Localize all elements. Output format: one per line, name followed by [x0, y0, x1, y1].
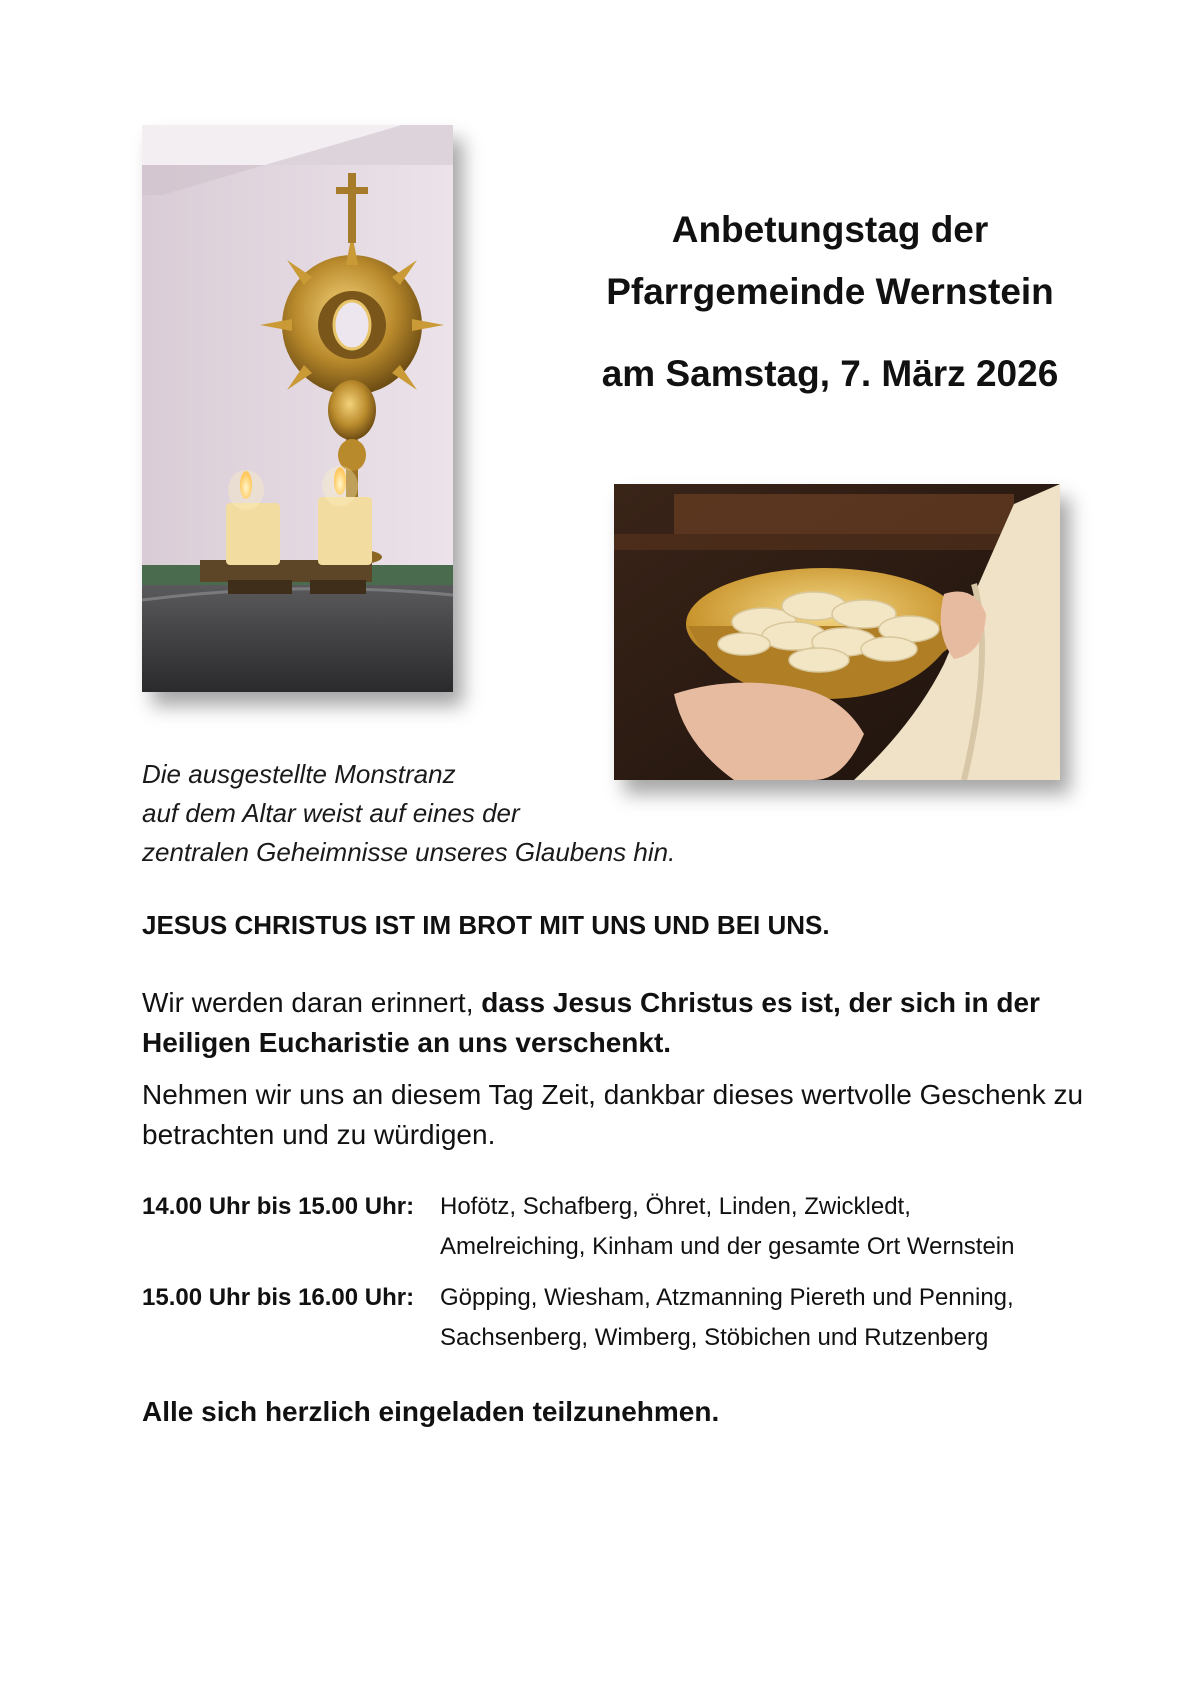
page-title-line-1: Anbetungstag der — [671, 209, 989, 250]
schedule-time-1: 14.00 Uhr bis 15.00 Uhr: — [142, 1193, 415, 1220]
schedule-places-2-line-1: Göpping, Wiesham, Atzmanning Piereth und Penning, — [440, 1284, 1014, 1311]
paragraph-reminder-bold: dass Jesus Christus es ist, der sich in der Heiligen Eucharistie an uns verschenkt. — [142, 987, 1040, 1058]
caption-line-1: Die ausgestellte Monstranz — [142, 759, 456, 789]
headline: JESUS CHRISTUS IST IM BROT MIT UNS UND BEI UNS. — [142, 910, 830, 940]
schedule-places-1-line-2: Amelreiching, Kinham und der gesamte Ort Wernstein — [440, 1233, 1015, 1260]
caption-line-2: auf dem Altar weist auf eines der — [142, 798, 520, 828]
closing-invitation: Alle sich herzlich eingeladen teilzunehmen. — [142, 1396, 720, 1427]
paragraph-reminder-normal: Wir werden daran erinnert, — [142, 987, 482, 1018]
caption-line-3: zentralen Geheimnisse unseres Glaubens hin. — [142, 837, 676, 867]
schedule-places-2-line-2: Sachsenberg, Wimberg, Stöbichen und Rutzenberg — [440, 1324, 989, 1351]
hosts-bowl-photo — [614, 484, 1060, 780]
monstrance-photo — [142, 125, 453, 692]
schedule-places-1-line-1: Hofötz, Schafberg, Öhret, Linden, Zwickledt, — [440, 1193, 911, 1220]
paragraph-invitation: Nehmen wir uns an diesem Tag Zeit, dankbar dieses wertvolle Geschenk zu betrachten und zu würdigen. — [142, 1079, 1084, 1150]
page-title-line-2: Pfarrgemeinde Wernstein — [606, 271, 1054, 312]
schedule-time-2: 15.00 Uhr bis 16.00 Uhr: — [142, 1284, 415, 1311]
event-date: am Samstag, 7. März 2026 — [601, 353, 1059, 394]
paragraph-reminder — [142, 983, 1102, 1063]
